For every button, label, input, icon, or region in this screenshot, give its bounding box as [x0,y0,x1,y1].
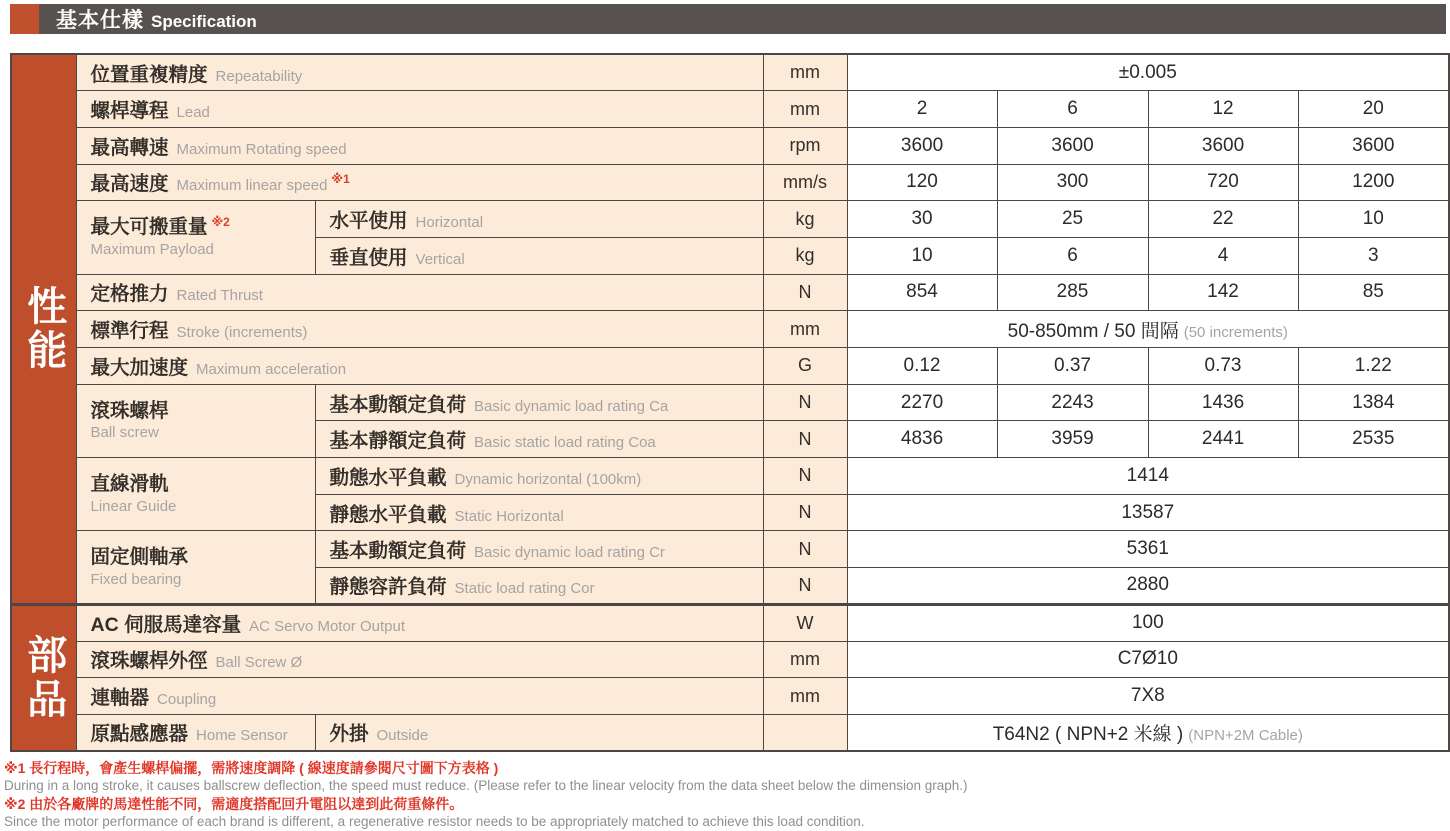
unit-cell: mm [763,54,847,91]
footnote-2-zh: ※2 由於各廠牌的馬達性能不同，需適度搭配回升電阻以達到此荷重條件。 [4,796,464,813]
label-rated-thrust: 定格推力 Rated Thrust [76,274,763,311]
value-cell: 3600 [1148,127,1298,164]
table-row [11,348,1449,385]
label-max-rotating-speed: 最高轉速 Maximum Rotating speed [76,127,763,164]
table-row [11,531,1449,568]
table-row [11,641,1449,678]
value-cell: ±0.005 [847,54,1449,91]
sublabel-horizontal: 水平使用 Horizontal [315,201,763,238]
value-cell: 13587 [847,494,1449,531]
table-row [11,274,1449,311]
value-cell: 10 [1298,201,1449,238]
value-cell: 142 [1148,274,1298,311]
label-coupling: 連軸器 Coupling [76,678,763,715]
label-ball-screw: 滾珠螺桿 Ball screw [76,384,315,457]
table-row [11,714,1449,751]
value-cell: C7Ø10 [847,641,1449,678]
value-cell: 5361 [847,531,1449,568]
value-cell: 10 [847,237,997,274]
sidebar-section-performance-label: 性能 [21,284,66,373]
value-cell: 2270 [847,384,997,421]
value-cell: 3 [1298,237,1449,274]
unit-cell: mm [763,678,847,715]
label-home-sensor: 原點感應器 Home Sensor [76,714,315,751]
value-cell: 3600 [1298,127,1449,164]
table-row [11,164,1449,201]
label-max-payload: 最大可搬重量 $^{※2}$ Maximum Payload [76,201,315,274]
table-row [11,54,1449,91]
spec-table [10,53,1450,752]
value-cell: 2441 [1148,421,1298,458]
unit-cell: kg [763,201,847,238]
unit-cell: N [763,531,847,568]
value-cell: 4836 [847,421,997,458]
value-cell: 1384 [1298,384,1449,421]
sidebar-section-parts-label: 部品 [21,633,66,722]
value-cell: 0.12 [847,348,997,385]
unit-cell: W [763,604,847,641]
value-cell: 4 [1148,237,1298,274]
table-row [11,91,1449,128]
value-cell: 285 [997,274,1148,311]
value-cell: 20 [1298,91,1449,128]
sublabel-outside: 外掛 Outside [315,714,763,751]
value-cell: 22 [1148,201,1298,238]
footnotes [4,759,1450,831]
value-cell: 30 [847,201,997,238]
value-cell: 50-850mm / 50 間隔 (50 increments) [847,311,1449,348]
table-row [11,384,1449,421]
table-row [11,311,1449,348]
unit-cell: mm [763,311,847,348]
label-ball-screw-diameter: 滾珠螺桿外徑 Ball Screw Ø [76,641,763,678]
sublabel-static-horizontal: 靜態水平負載 Static Horizontal [315,494,763,531]
table-row [11,201,1449,238]
label-stroke: 標準行程 Stroke (increments) [76,311,763,348]
value-cell: 720 [1148,164,1298,201]
footnote-1-zh: ※1 長行程時，會產生螺桿偏擺，需將速度調降 ( 線速度請參閱尺寸圖下方表格 ) [4,760,499,777]
value-cell: 1.22 [1298,348,1449,385]
value-cell: 2880 [847,568,1449,605]
footnote-marker-1: ※1 [331,172,350,187]
footnote-marker-2: ※2 [211,215,230,230]
page-title-zh: 基本仕樣 [56,9,144,32]
label-servo-motor-output: AC 伺服馬達容量 AC Servo Motor Output [76,604,763,641]
unit-cell: N [763,568,847,605]
unit-cell: N [763,421,847,458]
value-cell: 1414 [847,458,1449,495]
label-max-acceleration: 最大加速度 Maximum acceleration [76,348,763,385]
value-cell: 100 [847,604,1449,641]
label-repeatability: 位置重複精度 Repeatability [76,54,763,91]
value-cell: 6 [997,237,1148,274]
label-lead: 螺桿導程 Lead [76,91,763,128]
value-cell: 3600 [997,127,1148,164]
sublabel-basic-static-load-coa: 基本靜額定負荷 Basic static load rating Coa [315,421,763,458]
value-cell: 120 [847,164,997,201]
unit-cell: mm [763,641,847,678]
unit-cell: N [763,274,847,311]
value-cell: 2535 [1298,421,1449,458]
value-cell: 6 [997,91,1148,128]
label-max-linear-speed: 最高速度 Maximum linear speed $^{※1}$ [76,164,763,201]
table-row [11,604,1449,641]
table-row [11,458,1449,495]
value-cell: 25 [997,201,1148,238]
sidebar-section-parts [11,604,76,751]
unit-cell-empty [763,714,847,751]
value-cell: 2 [847,91,997,128]
value-cell: 3959 [997,421,1148,458]
sublabel-static-load-cor: 靜態容許負荷 Static load rating Cor [315,568,763,605]
value-cell: 1436 [1148,384,1298,421]
label-linear-guide: 直線滑軌 Linear Guide [76,458,315,531]
unit-cell: mm [763,91,847,128]
sublabel-basic-dynamic-load-ca: 基本動額定負荷 Basic dynamic load rating Ca [315,384,763,421]
label-fixed-bearing: 固定側軸承 Fixed bearing [76,531,315,604]
section-header-bar [10,4,1446,34]
value-cell: 300 [997,164,1148,201]
value-cell: 0.73 [1148,348,1298,385]
unit-cell: G [763,348,847,385]
value-cell: 2243 [997,384,1148,421]
footnote-1-en: During in a long stroke, it causes ballscrew deflection, the speed must reduce. (Please refer to the linear velocity from the data sheet below the dimension graph.) [4,778,968,794]
sublabel-vertical: 垂直使用 Vertical [315,237,763,274]
value-cell: 0.37 [997,348,1148,385]
table-row [11,678,1449,715]
unit-cell: rpm [763,127,847,164]
value-cell: 85 [1298,274,1449,311]
sidebar-section-performance [11,54,76,604]
value-cell: 12 [1148,91,1298,128]
unit-cell: N [763,458,847,495]
unit-cell: kg [763,237,847,274]
unit-cell: N [763,384,847,421]
table-row [11,127,1449,164]
accent-square-icon [10,4,39,34]
value-cell: 3600 [847,127,997,164]
value-cell: 1200 [1298,164,1449,201]
footnote-2-en: Since the motor performance of each brand is different, a regenerative resistor needs to be appropriately matched to achieve this load condition. [4,814,865,830]
unit-cell: N [763,494,847,531]
value-cell: T64N2 ( NPN+2 米線 ) (NPN+2M Cable) [847,714,1449,751]
unit-cell: mm/s [763,164,847,201]
sublabel-dynamic-horizontal: 動態水平負載 Dynamic horizontal (100km) [315,458,763,495]
sublabel-basic-dynamic-load-cr: 基本動額定負荷 Basic dynamic load rating Cr [315,531,763,568]
value-cell: 7X8 [847,678,1449,715]
page-title-en: Specification [151,12,257,31]
value-cell: 854 [847,274,997,311]
page-title [56,4,257,34]
